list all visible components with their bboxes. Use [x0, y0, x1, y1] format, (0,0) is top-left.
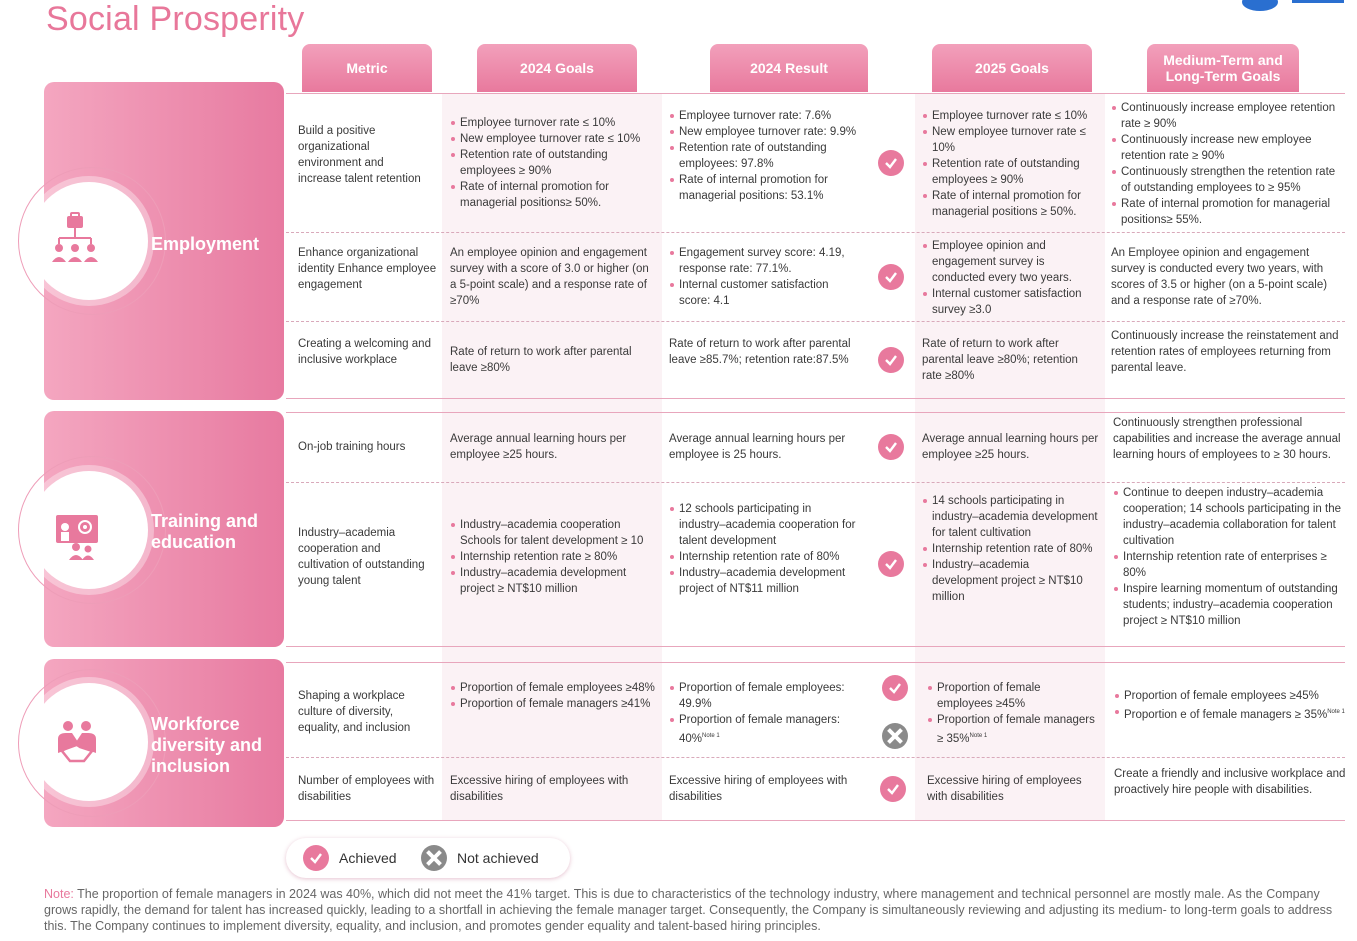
presentation-icon: [52, 511, 102, 561]
medium-long-cell: [1113, 485, 1345, 629]
list-item: Continue to deepen industry–academia cooperation; 14 schools participating in the industry–academia collaboration for talent cultivation: [1113, 485, 1345, 549]
category-label: Training and education: [151, 511, 259, 552]
achieved-check-icon: [878, 150, 904, 176]
achieved-check-icon: [878, 347, 904, 373]
list-item: Proportion of female employees: 49.9%: [669, 680, 869, 712]
list-item: Employee turnover rate ≤ 10%: [450, 115, 655, 131]
row-divider: [286, 757, 1345, 758]
list-item: New employee turnover rate ≤ 10%: [450, 131, 655, 147]
note-reference: Note 1: [702, 733, 720, 739]
list-item-text: Proportion of female managers: 40%: [679, 714, 841, 745]
list-item: Rate of internal promotion for managerial positions≥ 55%.: [1111, 196, 1343, 228]
table-top-rule: [286, 93, 1345, 94]
result-2024-cell: [669, 108, 859, 204]
category-label: Workforce diversity and inclusion: [151, 714, 263, 776]
legend-not-achieved-label: Not achieved: [457, 850, 539, 866]
result-2024-cell: [669, 680, 869, 747]
list-item: Rate of internal promotion for managerial positions ≥ 50%.: [922, 188, 1098, 220]
metric-cell: Industry–academia cooperation and cultivation of outstanding young talent: [298, 527, 425, 587]
header-2024-result: 2024 Result: [710, 44, 868, 92]
list-item: Continuously increase new employee retention rate ≥ 90%: [1111, 132, 1343, 164]
goals-2025-cell: Rate of return to work after parental leave ≥80%; retention rate ≥80%: [922, 338, 1078, 382]
list-item: [1114, 704, 1346, 723]
list-item: Continuously strengthen the retention rate of outstanding employees to ≥ 95%: [1111, 164, 1343, 196]
medium-long-cell: Create a friendly and inclusive workplace and proactively hire people with disabilities.: [1114, 768, 1346, 796]
note-reference: Note 1: [969, 733, 988, 739]
goals-2024-cell: Average annual learning hours per employee ≥25 hours.: [450, 433, 627, 461]
list-item: [927, 712, 1097, 747]
list-item: Proportion of female employees ≥45%: [1114, 688, 1346, 704]
row-divider: [286, 232, 1345, 233]
list-item: 12 schools participating in industry–academia cooperation for talent development: [669, 501, 861, 549]
list-item: Continuously increase employee retention rate ≥ 90%: [1111, 100, 1343, 132]
list-item: Employee turnover rate ≤ 10%: [922, 108, 1098, 124]
goals-2024-cell: [450, 680, 655, 712]
medium-long-cell: An Employee opinion and engagement survey is conducted every two years, with scores of 3.5 or higher (on a 5-point scale) and a response rate of ≥70%.: [1111, 247, 1328, 307]
section-divider: [286, 646, 1345, 647]
list-item: Industry–academia cooperation Schools for talent development ≥ 10: [450, 517, 655, 549]
list-item: Retention rate of outstanding employees ≥ 90%: [450, 147, 655, 179]
list-item: Internship retention rate of 80%: [669, 549, 861, 565]
header-2025-goals: 2025 Goals: [932, 44, 1092, 92]
goals-2025-cell: Excessive hiring of employees with disabilities: [927, 775, 1082, 803]
list-item-text: Proportion e of female managers ≥ 35%: [1124, 708, 1328, 721]
achieved-check-icon: [880, 776, 906, 802]
list-item: Employee turnover rate: 7.6%: [669, 108, 859, 124]
medium-long-cell: Continuously increase the reinstatement and retention rates of employees returning from parental leave.: [1111, 330, 1339, 374]
list-item-text: Proportion of female managers ≥ 35%: [937, 714, 1095, 745]
list-item: Rate of internal promotion for managerial positions: 53.1%: [669, 172, 859, 204]
list-item: Industry–academia development project of NT$11 million: [669, 565, 861, 597]
metric-cell: Enhance organizational identity Enhance employee engagement: [298, 247, 437, 291]
goals-2024-cell: [450, 517, 655, 597]
list-item: Employee opinion and engagement survey is conducted every two years.: [922, 238, 1098, 286]
medium-long-cell: [1114, 688, 1346, 723]
list-item: Rate of internal promotion for managerial positions≥ 50%.: [450, 179, 655, 211]
result-2024-cell: Rate of return to work after parental leave ≥85.7%; retention rate:87.5%: [669, 338, 851, 366]
list-item: Proportion of female managers ≥41%: [450, 696, 655, 712]
section-divider: [286, 398, 1345, 399]
list-item: New employee turnover rate ≤ 10%: [922, 124, 1098, 156]
achieved-check-icon: [878, 434, 904, 460]
list-item: New employee turnover rate: 9.9%: [669, 124, 859, 140]
list-item: [669, 712, 869, 747]
section-divider: [286, 662, 1345, 663]
goals-2024-cell: [450, 115, 655, 211]
footnote-label: Note:: [44, 887, 74, 901]
row-divider: [286, 321, 1345, 322]
metric-cell: Creating a welcoming and inclusive workplace: [298, 338, 431, 366]
note-reference: Note 1: [1327, 709, 1345, 715]
header-2024-goals: 2024 Goals: [477, 44, 637, 92]
footnote: [44, 886, 1346, 934]
goals-2024-cell: Excessive hiring of employees with disabilities: [450, 775, 629, 803]
medium-long-cell: Continuously strengthen professional capabilities and increase the average annual learning hours of employees to ≥ 30 hours.: [1113, 417, 1341, 461]
legend-achieved-label: Achieved: [339, 850, 397, 866]
list-item: Internal customer satisfaction survey ≥3.0: [922, 286, 1098, 318]
goals-2024-cell: Rate of return to work after parental leave ≥80%: [450, 346, 632, 374]
list-item: Retention rate of outstanding employees: 97.8%: [669, 140, 859, 172]
goals-2025-cell: [922, 493, 1098, 605]
list-item: Industry–academia development project ≥ NT$10 million: [450, 565, 655, 597]
list-item: Internship retention rate of enterprises ≥ 80%: [1113, 549, 1345, 581]
goals-2025-cell: [922, 238, 1098, 318]
row-divider: [286, 482, 1345, 483]
achieved-check-icon: [882, 675, 908, 701]
header-medium-long-term-goals: Medium-Term and Long-Term Goals: [1147, 44, 1299, 92]
goals-2025-cell: [922, 108, 1098, 220]
list-item: Internship retention rate ≥ 80%: [450, 549, 655, 565]
handshake-icon: [54, 719, 100, 765]
footnote-text: The proportion of female managers in 2024 was 40%, which did not meet the 41% target. This is due to characteristics of the technology industry, where management and technical personnel are mostly male. As the Company grows rapidly, the demand for talent has increased quickly, leading to a shortfall in achieving the female manager target. Consequently, the Company is simultaneously reviewing and adjusting its medium- to long-term goals to address this. The Company continues to implement diversity, equality, and inclusion, and promotes gender equality and talent-based hiring principles.: [44, 887, 1333, 933]
result-2024-cell: Excessive hiring of employees with disabilities: [669, 775, 848, 803]
not-achieved-x-icon: [421, 845, 447, 871]
list-item: Industry–academia development project ≥ NT$10 million: [922, 557, 1098, 605]
result-2024-cell: [669, 501, 861, 597]
result-2024-cell: Average annual learning hours per employee is 25 hours.: [669, 433, 846, 461]
list-item: Retention rate of outstanding employees ≥ 90%: [922, 156, 1098, 188]
page-title: Social Prosperity: [46, 0, 305, 38]
category-label: Employment: [151, 234, 260, 254]
metric-cell: Build a positive organizational environment and increase talent retention: [298, 125, 421, 185]
list-item: Internship retention rate of 80%: [922, 541, 1098, 557]
achieved-check-icon: [878, 551, 904, 577]
category-training-education: [44, 411, 284, 647]
category-workforce-diversity: [44, 659, 284, 827]
header-metric: Metric: [302, 44, 432, 92]
list-item: Proportion of female employees ≥45%: [927, 680, 1097, 712]
result-2024-cell: [669, 245, 861, 309]
company-logo: [1240, 0, 1350, 14]
achieved-check-icon: [303, 845, 329, 871]
metric-cell: Shaping a workplace culture of diversity, equality, and inclusion: [298, 690, 411, 734]
goals-2025-cell: [927, 680, 1097, 747]
list-item: Engagement survey score: 4.19, response rate: 77.1%.: [669, 245, 861, 277]
metric-cell: Number of employees with disabilities: [298, 775, 435, 803]
achieved-check-icon: [878, 264, 904, 290]
metric-cell: On-job training hours: [298, 441, 406, 453]
legend: [286, 838, 570, 878]
not-achieved-x-icon: [882, 723, 908, 749]
goals-2024-cell: An employee opinion and engagement survey with a score of 3.0 or higher (on a 5-point scale) and a response rate of ≥70%: [450, 247, 649, 307]
category-employment: [44, 82, 284, 400]
section-divider: [286, 412, 1345, 413]
goals-2025-cell: Average annual learning hours per employee ≥25 hours.: [922, 433, 1099, 461]
list-item: Internal customer satisfaction score: 4.1: [669, 277, 861, 309]
list-item: 14 schools participating in industry–academia development for talent cultivation: [922, 493, 1098, 541]
table-bottom-rule: [286, 820, 1345, 821]
list-item: Inspire learning momentum of outstanding students; industry–academia cooperation project ≥ NT$10 million: [1113, 581, 1345, 629]
list-item: Proportion of female employees ≥48%: [450, 680, 655, 696]
organization-chart-icon: [49, 212, 101, 264]
medium-long-cell: [1111, 100, 1343, 228]
